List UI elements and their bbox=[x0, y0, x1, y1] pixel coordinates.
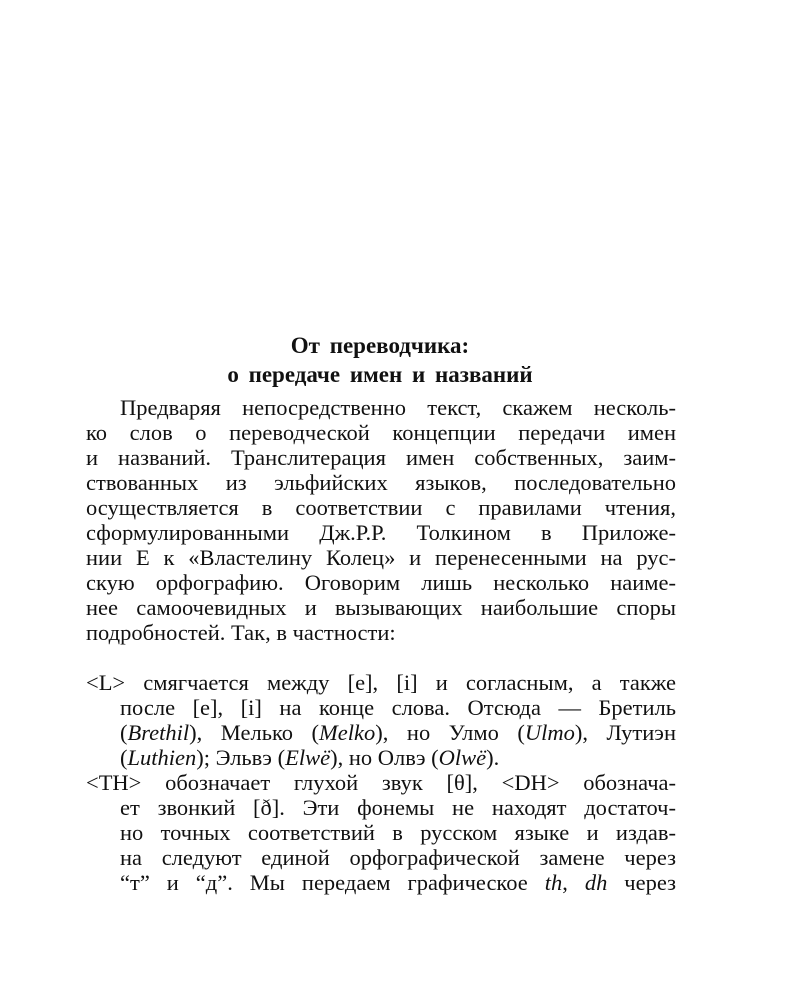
rule-th-line: ет звонкий [ð]. Эти фонемы не находят достаточ- bbox=[120, 795, 676, 820]
rule-th-line bbox=[86, 870, 676, 895]
text-fragment: через bbox=[607, 870, 677, 895]
text-fragment: ), Лутиэн bbox=[574, 720, 677, 745]
paragraph-line: сформулированными Дж.Р.Р. Толкином в Приложе- bbox=[86, 520, 676, 545]
text-fragment: ). bbox=[486, 745, 500, 770]
section-subtitle: о передаче имен и названий bbox=[227, 362, 533, 387]
text-fragment: ); Эльвэ ( bbox=[196, 745, 286, 770]
rule-l-line: после [e], [i] на конце слова. Отсюда — Бретиль bbox=[120, 695, 676, 720]
text-fragment: ), но Улмо ( bbox=[375, 720, 525, 745]
paragraph-line: осуществляется в соответствии с правилами чтения, bbox=[86, 495, 676, 520]
rule-th-line: на следуют единой орфографической замене через bbox=[120, 845, 676, 870]
rule-th-line: но точных соответствий в русском языке и издав- bbox=[120, 820, 676, 845]
text-fragment: “т” и “д”. Мы передаем графическое bbox=[120, 870, 545, 895]
paragraph-line: скую орфографию. Оговорим лишь несколько наиме- bbox=[86, 570, 676, 595]
italic-term: dh bbox=[584, 870, 608, 895]
rule-l-line: <L> смягчается между [e], [i] и согласным, а также bbox=[86, 670, 676, 695]
italic-term: th bbox=[544, 870, 563, 895]
italic-term: Ulmo bbox=[524, 720, 575, 745]
italic-term: Melko bbox=[319, 720, 376, 745]
paragraph-line: подробностей. Так, в частности: bbox=[86, 620, 396, 645]
italic-term: Elwë bbox=[285, 745, 331, 770]
rule-l-line bbox=[86, 720, 676, 745]
text-fragment: ), Мелько ( bbox=[189, 720, 320, 745]
text-fragment: ( bbox=[120, 720, 128, 745]
rule-th-line: <TH> обозначает глухой звук [θ], <DH> обознача- bbox=[86, 770, 676, 795]
section-title: От переводчика: bbox=[290, 333, 470, 358]
paragraph-line: Предваряя непосредственно текст, скажем несколь- bbox=[120, 395, 676, 420]
paragraph-line: ствованных из эльфийских языков, последовательно bbox=[86, 470, 676, 495]
text-fragment: , bbox=[562, 870, 585, 895]
paragraph-spacer bbox=[86, 645, 676, 670]
body-text bbox=[86, 395, 676, 895]
rule-l-line bbox=[86, 745, 676, 770]
paragraph-line: ко слов о переводческой концепции передачи имен bbox=[86, 420, 676, 445]
italic-term: Luthien bbox=[127, 745, 197, 770]
paragraph-line: и названий. Транслитерация имен собственных, заим- bbox=[86, 445, 676, 470]
italic-term: Brethil bbox=[127, 720, 190, 745]
text-fragment: ( bbox=[120, 745, 128, 770]
text-fragment: ), но Олвэ ( bbox=[330, 745, 439, 770]
italic-term: Olwë bbox=[438, 745, 487, 770]
paragraph-line: нее самоочевидных и вызывающих наибольшие споры bbox=[86, 595, 676, 620]
paragraph-line: нии Е к «Властелину Колец» и перенесенными на рус- bbox=[86, 545, 676, 570]
